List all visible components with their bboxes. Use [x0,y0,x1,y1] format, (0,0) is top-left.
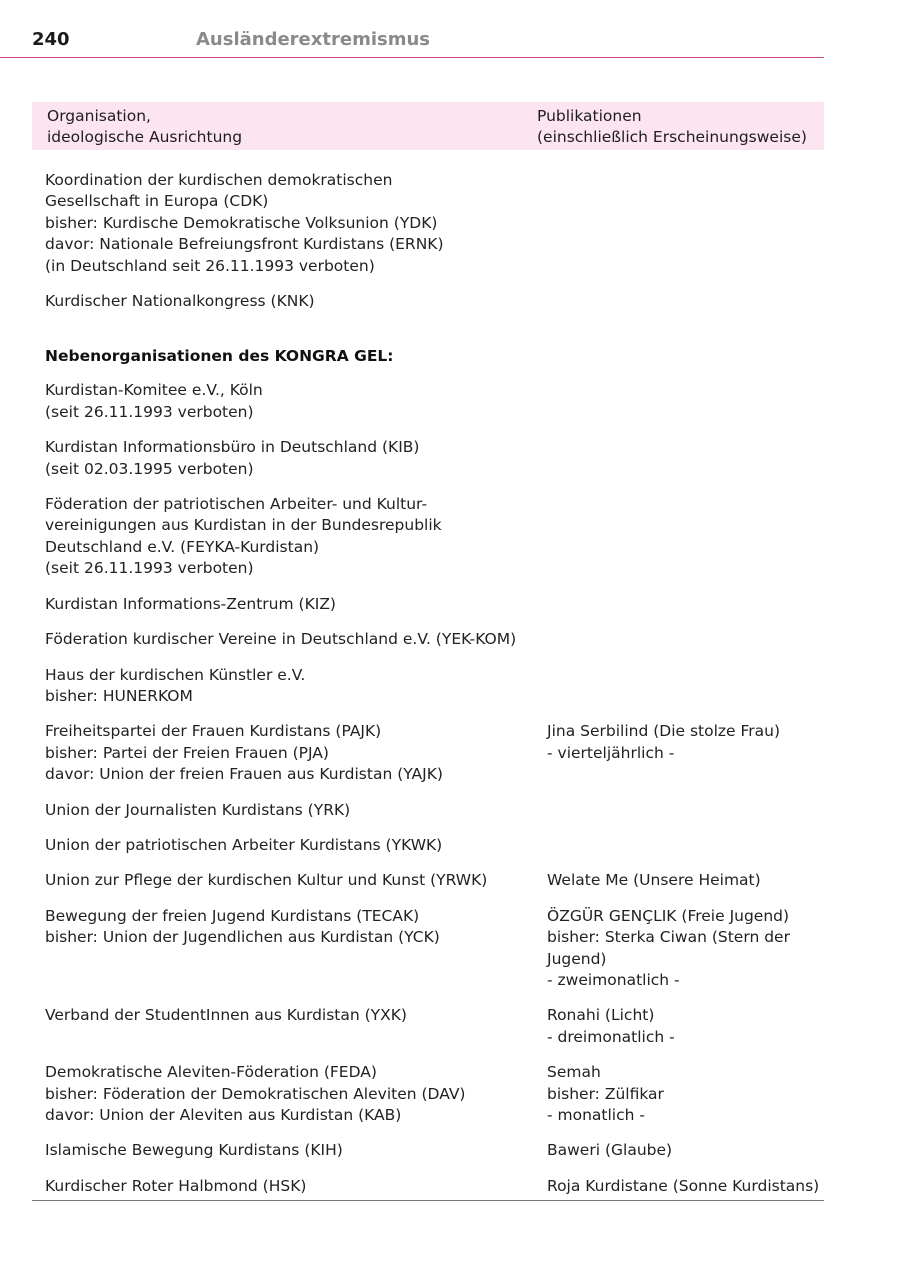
organisation-cell: Freiheitspartei der Frauen Kurdistans (PAJK) bisher: Partei der Freien Frauen (PJA) davor: Union der freien Frauen aus Kurdistan (YAJK) [45,722,443,784]
running-head: Ausländerextremismus [196,29,430,50]
column-header-publications: Publikationen (einschließlich Erscheinungsweise) [537,107,807,146]
publication-cell: Welate Me (Unsere Heimat) [547,871,761,890]
table-row [32,800,824,821]
table-row [32,1005,824,1048]
organisation-cell: Haus der kurdischen Künstler e.V. bisher: HUNERKOM [45,665,306,705]
publication-cell [535,170,824,277]
publication-cell: Semah bisher: Zülfikar - monatlich - [547,1063,664,1124]
publication-cell: Baweri (Glaube) [547,1141,673,1160]
organisation-cell: Föderation kurdischer Vereine in Deutschland e.V. (YEK-KOM) [45,630,517,649]
table-header [32,102,824,150]
publication-cell [535,800,824,821]
organisation-cell: Kurdischer Nationalkongress (KNK) [45,292,315,311]
publication-cell: Ronahi (Licht) - dreimonatlich - [547,1006,675,1046]
page-header [0,0,824,58]
publication-cell [535,594,824,615]
table-row [32,291,824,312]
table-row [32,594,824,615]
organisation-cell: Kurdischer Roter Halbmond (HSK) [45,1176,307,1195]
publication-cell [535,291,824,312]
publication-cell [535,494,824,580]
table-row [32,629,824,650]
table-row [32,835,824,856]
organisation-cell: Union zur Pflege der kurdischen Kultur und Kunst (YRWK) [45,871,488,890]
organisation-cell: Kurdistan-Komitee e.V., Köln (seit 26.11.1993 verboten) [45,381,263,421]
table-body [32,150,824,1201]
column-header-organisation: Organisation, ideologische Ausrichtung [47,107,243,146]
table-row [32,380,824,423]
organisation-cell: Demokratische Aleviten-Föderation (FEDA) bisher: Föderation der Demokratischen Aleviten (DAV) davor: Union der Aleviten aus Kurdistan (KAB) [45,1063,466,1124]
publication-cell [535,437,824,480]
publication-cell [535,665,824,708]
publication-cell [535,380,824,423]
publication-cell [535,835,824,856]
organisation-cell: Koordination der kurdischen demokratischen Gesellschaft in Europa (CDK) bisher: Kurdische Demokratische Volksunion (YDK) davor: Nationale Befreiungsfront Kurdistans (ERNK) (in Deutschland seit 26.11.1993 verboten) [45,171,444,275]
publication-cell: ÖZGÜR GENÇLIK (Freie Jugend) bisher: Sterka Ciwan (Stern der Jugend) - zweimonatlich - [547,906,790,989]
table-row [32,665,824,708]
table-row [32,1176,824,1197]
publication-cell: Jina Serbilind (Die stolze Frau) - vierteljährlich - [547,722,781,762]
organisation-table [32,102,824,1201]
publication-cell: Roja Kurdistane (Sonne Kurdistans) [547,1176,820,1195]
table-row [32,494,824,580]
section-heading: Nebenorganisationen des KONGRA GEL: [45,347,394,366]
table-row [32,1140,824,1161]
publication-cell [585,629,824,650]
organisation-cell: Kurdistan Informationsbüro in Deutschland (KIB) (seit 02.03.1995 verboten) [45,438,420,478]
table-row [32,1062,824,1126]
table-row [32,437,824,480]
table-bottom-rule [32,1200,824,1201]
table-row [32,721,824,785]
organisation-cell: Föderation der patriotischen Arbeiter- und Kultur- vereinigungen aus Kurdistan in der Bundesrepublik Deutschland e.V. (FEYKA-Kurdistan) (seit 26.11.1993 verboten) [45,495,442,578]
page-number: 240 [32,29,70,50]
table-row [32,906,824,992]
table-row [32,870,824,891]
organisation-cell: Union der patriotischen Arbeiter Kurdistans (YKWK) [45,835,443,854]
organisation-cell: Kurdistan Informations-Zentrum (KIZ) [45,594,336,613]
organisation-cell: Bewegung der freien Jugend Kurdistans (TECAK) bisher: Union der Jugendlichen aus Kurdistan (YCK) [45,906,440,947]
organisation-cell: Islamische Bewegung Kurdistans (KIH) [45,1141,343,1160]
organisation-cell: Verband der StudentInnen aus Kurdistan (YXK) [45,1006,407,1025]
organisation-cell: Union der Journalisten Kurdistans (YRK) [45,800,351,819]
table-row [32,170,824,277]
